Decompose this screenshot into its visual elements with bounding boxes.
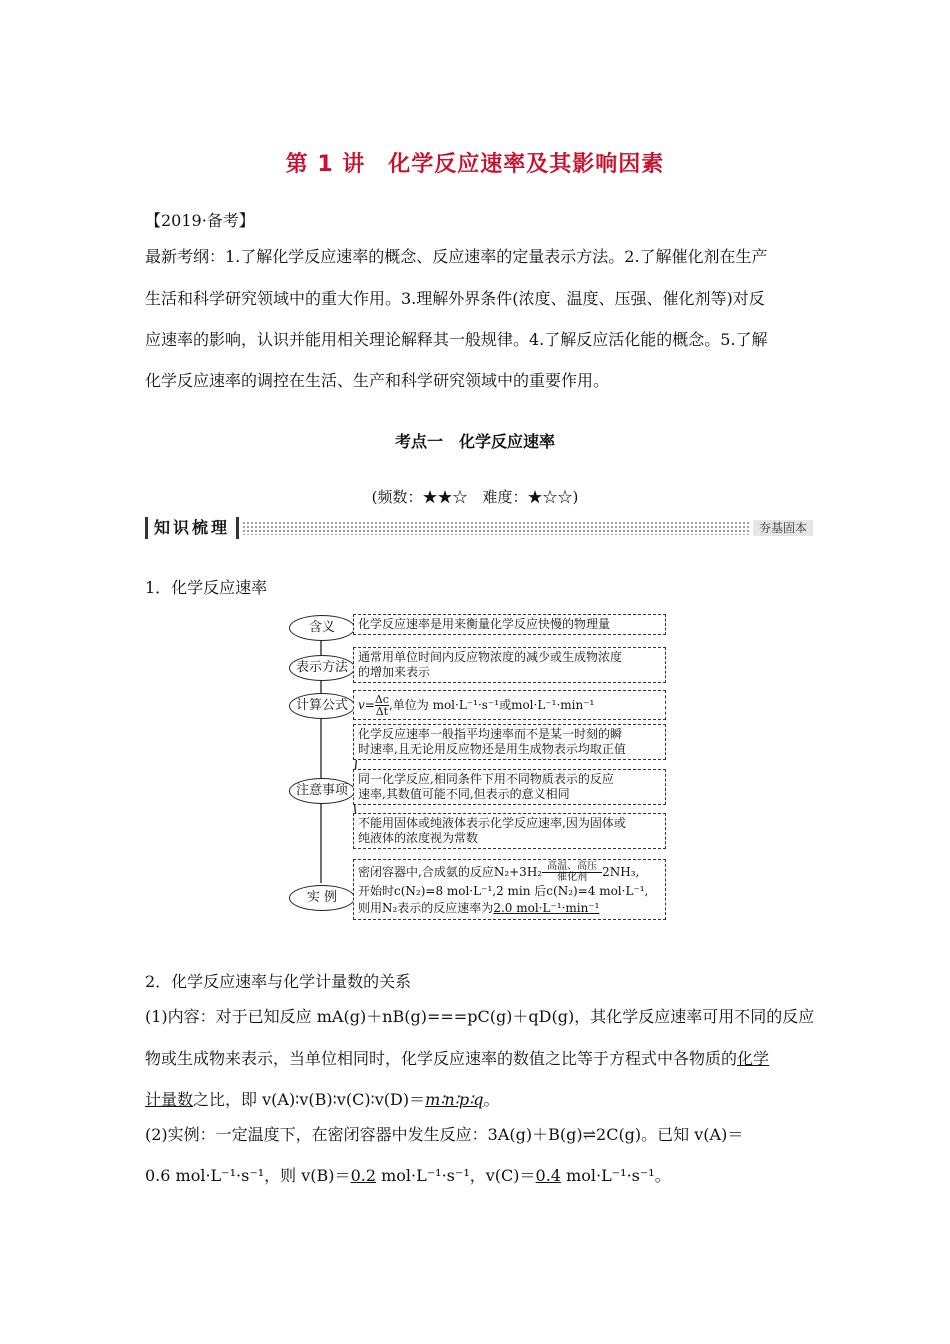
content-line-3-text: 之比，即 v(A)∶v(B)∶v(C)∶v(D)＝ [193,1090,426,1109]
answer-vb: 0.2 [350,1166,377,1185]
node-meaning: 含义 [289,615,355,641]
note3-line-1: 不能用固体或纯液体表示化学反应速率,因为固体或 [358,816,626,830]
formula-numerator: Δc [374,693,389,706]
banner-dots [242,521,751,535]
section-heading: 考点一 化学反应速率 [394,432,555,451]
answer-ratio: m∶n∶p∶q [425,1090,484,1109]
frequency-rating: (频数：★★☆ 难度：★☆☆) [371,488,579,506]
page-title: 第 1 讲 化学反应速率及其影响因素 [285,152,665,177]
example-text-1b: 2NH₃, [602,865,640,879]
subsection-2-title: 2．化学反应速率与化学计量数的关系 [145,972,412,991]
example-line-2: 开始时c(N₂)=8 mol·L⁻¹,2 min 后c(N₂)=4 mol·L⁻¹, [358,884,649,898]
node-example: 实 例 [289,885,355,911]
content-line-1: (1)内容：对于已知反应 mA(g)＋nB(g)===pC(g)＋qD(g)，其化学反应速率可用不同的反应 [145,1007,815,1026]
example-b-2: mol·L⁻¹·s⁻¹，v(C)＝ [376,1166,536,1185]
concept-diagram [285,610,663,930]
node-formula: 计算公式 [289,693,355,719]
note-box-1 [353,724,666,760]
formula-fraction [375,694,389,717]
note1-line-2: 时速率,且无论用反应物还是用生成物表示均取正值 [358,742,626,756]
banner-label: 知识梳理 [145,517,239,539]
example-text-3a: 则用N₂表示的反应速率为 [358,901,494,915]
outline-line-3: 应速率的影响，认识并能用相关理论解释其一般规律。4.了解反应活化能的概念。5.了解 [145,330,768,349]
formula-box [353,690,666,720]
note-box-3 [353,813,666,849]
outline-line-4: 化学反应速率的调控在生活、生产和科学研究领域中的重要作用。 [145,371,610,390]
subsection-1-title: 1．化学反应速率 [145,578,268,597]
example-box [353,859,666,920]
content-line-3-end: 。 [483,1090,500,1109]
example-line-a: (2)实例：一定温度下，在密闭容器中发生反应：3A(g)＋B(g)⇌2C(g)。已知 v(A)＝ [145,1125,744,1144]
example-b-1: 0.6 mol·L⁻¹·s⁻¹，则 v(B)＝ [145,1166,351,1185]
example-line-3 [358,900,661,917]
example-b-3: mol·L⁻¹·s⁻¹。 [560,1166,671,1185]
formula-unit-text: ,单位为 mol·L⁻¹·s⁻¹或mol·L⁻¹·min⁻¹ [388,698,595,712]
meaning-text: 化学反应速率是用来衡量化学反应快慢的物理量 [358,617,611,631]
outline-line-1: 最新考纲：1.了解化学反应速率的概念、反应速率的定量表示方法。2.了解催化剂在生产 [145,247,768,266]
example-line-b [145,1165,810,1186]
note1-line-1: 化学反应速率一般指平均速率而不是某一时刻的瞬 [358,727,623,741]
note-box-2 [353,769,666,805]
answer-coefficient: 计量数 [145,1090,194,1109]
condition-bottom: 催化剂 [557,872,588,883]
condition-top: 高温、高压 [542,862,602,873]
exam-tag: 【2019·备考】 [145,211,255,230]
example-text-1a: 密闭容器中,合成氨的反应N₂+3H₂ [358,865,543,879]
answer-vc: 0.4 [535,1166,561,1185]
content-line-2-text: 物或生成物来表示，当单位相同时，化学反应速率的数值之比等于方程式中各物质的 [145,1049,738,1068]
note3-line-2: 纯液体的浓度视为常数 [358,831,479,845]
banner-tag: 夯基固本 [753,520,813,536]
reaction-condition [542,862,602,883]
formula-v: v= [358,698,375,712]
method-line-1: 通常用单位时间内反应物浓度的减少或生成物浓度 [358,650,623,664]
method-line-2: 的增加来表示 [358,665,431,679]
meaning-box [353,614,666,635]
answer-chemistry: 化学 [737,1049,770,1068]
content-line-2 [145,1048,810,1069]
node-notes: 注意事项 [289,778,355,804]
method-box [353,647,666,683]
note2-line-2: 速率,其数值可能不同,但表示的意义相同 [358,787,570,801]
outline-line-2: 生活和科学研究领域中的重大作用。3.理解外界条件(浓度、温度、压强、催化剂等)对反 [145,289,765,308]
knowledge-banner [145,517,813,539]
content-line-3 [145,1089,810,1110]
example-answer: 2.0 mol·L⁻¹·min⁻¹ [493,901,600,915]
example-line-1 [358,862,661,883]
node-method: 表示方法 [289,655,355,681]
note2-line-1: 同一化学反应,相同条件下用不同物质表示的反应 [358,772,614,786]
formula-denominator: Δt [375,705,389,718]
